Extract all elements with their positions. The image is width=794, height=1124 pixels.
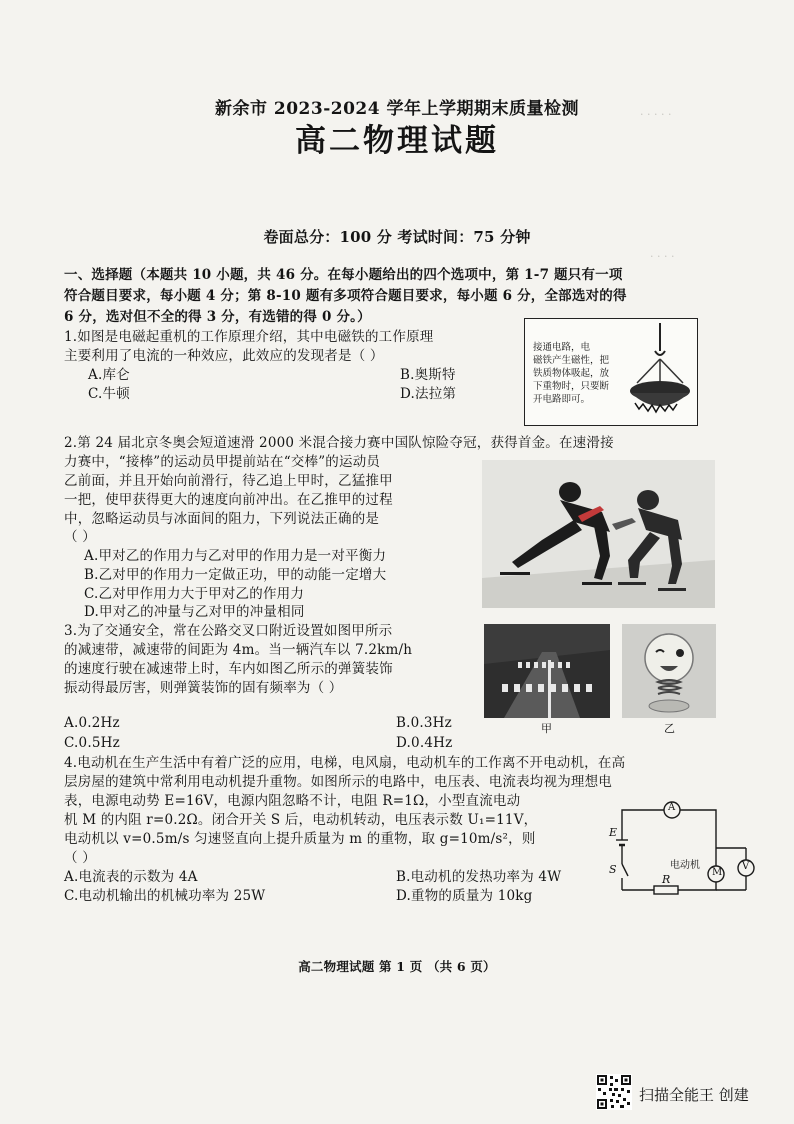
q2-stem-line6: （ ）	[64, 529, 96, 545]
q2-option-c: C.乙对甲作用力大于甲对乙的作用力	[84, 586, 305, 602]
q3-stem-line4: 振动得最厉害，则弹簧装饰的固有频率为（ ）	[64, 680, 343, 696]
q1-option-a: A.库仑	[88, 367, 130, 383]
q3-caption-jia: 甲	[541, 722, 552, 735]
q3-stem-line2: 的减速带，减速带的间距为 4m。当一辆汽车以 7.2km/h	[64, 642, 413, 658]
q3-stem-line3: 的速度行驶在减速带上时，车内如图乙所示的弹簧装饰	[64, 661, 393, 677]
q4-stem-line4: 机 M 的内阻 r=0.2Ω。闭合开关 S 后，电动机转动，电压表示数 U₁=11V，	[64, 812, 538, 828]
q2-stem-line2: 力赛中，“接棒”的运动员甲提前站在“交棒”的运动员	[64, 454, 381, 470]
exam-subtitle: 新余市 2023-2024 学年上学期期末质量检测	[214, 99, 580, 119]
scanner-watermark: 扫描全能王 创建	[639, 1086, 749, 1104]
q2-stem-line5: 中，忽略运动员与冰面间的阻力，下列说法正确的是	[64, 511, 380, 527]
q4-stem-line2: 层房屋的建筑中常利用电动机提升重物。如图所示的电路中，电压表、电流表均视为理想电	[64, 774, 612, 790]
q2-option-d: D.甲对乙的冲量与乙对甲的冲量相同	[84, 604, 305, 620]
section-instructions-line1: 一、选择题（本题共 10 小题，共 46 分。在每小题给出的四个选项中，第 1-7 题只有一项	[64, 267, 623, 283]
section-instructions-line2: 符合题目要求，每小题 4 分；第 8-10 题有多项符合题目要求，每小题 6 分，全部选对的得	[64, 288, 627, 304]
switch-label: S	[609, 863, 617, 876]
score-time-line: 卷面总分：100 分 考试时间：75 分钟	[263, 228, 531, 246]
q3-caption-yi: 乙	[664, 722, 675, 735]
q3-option-b: B.0.3Hz	[396, 715, 452, 731]
q3-option-d: D.0.4Hz	[396, 735, 453, 751]
q1-option-d: D.法拉第	[400, 386, 457, 402]
q3-spring-toy-photo	[622, 624, 716, 718]
q4-stem-line5: 电动机以 v=0.5m/s 匀速竖直向上提升质量为 m 的重物，取 g=10m/s²，则	[64, 831, 536, 847]
exam-title: 高二物理试题	[295, 123, 499, 159]
q3-option-a: A.0.2Hz	[64, 715, 120, 731]
q4-option-a: A.电流表的示数为 4A	[64, 869, 198, 885]
circuit-wires	[606, 800, 776, 900]
section-instructions-line3: 6 分，选对但不全的得 3 分，有选错的得 0 分。）	[64, 309, 371, 325]
motor-symbol: M	[712, 867, 723, 878]
motor-label: 电动机	[670, 860, 700, 871]
bleed-through: · · · · ·	[640, 108, 672, 121]
q2-option-a: A.甲对乙的作用力与乙对甲的作用力是一对平衡力	[84, 548, 387, 564]
q2-option-b: B.乙对甲的作用力一定做正功，甲的动能一定增大	[84, 567, 387, 583]
q2-stem-line4: 一把，使甲获得更大的速度向前冲出。在乙推甲的过程	[64, 492, 393, 508]
q4-circuit-diagram	[606, 800, 776, 900]
q3-stem-line1: 3.为了交通安全，常在公路交叉口附近设置如图甲所示	[64, 623, 393, 639]
q1-crane-figure	[524, 318, 698, 426]
q2-stem-line3: 乙前面，并且开始向前滑行，待乙追上甲时，乙猛推甲	[64, 473, 393, 489]
q4-stem-line3: 表，电源电动势 E=16V，电源内阻忽略不计，电阻 R=1Ω，小型直流电动	[64, 793, 521, 809]
q3-option-c: C.0.5Hz	[64, 735, 120, 751]
q4-stem-line1: 4.电动机在生产生活中有着广泛的应用，电梯，电风扇，电动机车的工作离不开电动机，在高	[64, 755, 626, 771]
q1-option-c: C.牛顿	[88, 386, 130, 402]
q2-speed-skating-photo	[482, 460, 715, 608]
voltmeter-symbol: V	[742, 861, 750, 872]
q4-option-b: B.电动机的发热功率为 4W	[396, 869, 562, 885]
ammeter-symbol: A	[668, 802, 676, 813]
bleed-through: · · · ·	[650, 250, 675, 263]
q1-stem-line1: 1.如图是电磁起重机的工作原理介绍，其中电磁铁的工作原理	[64, 329, 434, 345]
q4-option-c: C.电动机输出的机械功率为 25W	[64, 888, 266, 904]
q3-speed-bump-photo	[484, 624, 610, 718]
resistor-label: R	[662, 873, 671, 886]
q2-stem-line1: 2.第 24 届北京冬奥会短道速滑 2000 米混合接力赛中国队惊险夺冠，获得首金。在速滑接	[64, 435, 614, 451]
q1-stem-line2: 主要利用了电流的一种效应，此效应的发现者是（ ）	[64, 348, 384, 364]
q1-option-b: B.奥斯特	[400, 367, 456, 383]
q1-figure-caption: 接通电路，电 磁铁产生磁性，把 铁质物体吸起，放 下重物时，只要断 开电路即可。	[533, 342, 610, 405]
q4-option-d: D.重物的质量为 10kg	[396, 888, 533, 904]
q4-stem-line6: （ ）	[64, 850, 96, 866]
page-footer: 高二物理试题 第 1 页 （共 6 页）	[298, 959, 496, 974]
qr-code-icon	[596, 1074, 632, 1110]
electromagnet-crane-icon	[625, 321, 695, 423]
emf-label: E	[609, 826, 618, 839]
